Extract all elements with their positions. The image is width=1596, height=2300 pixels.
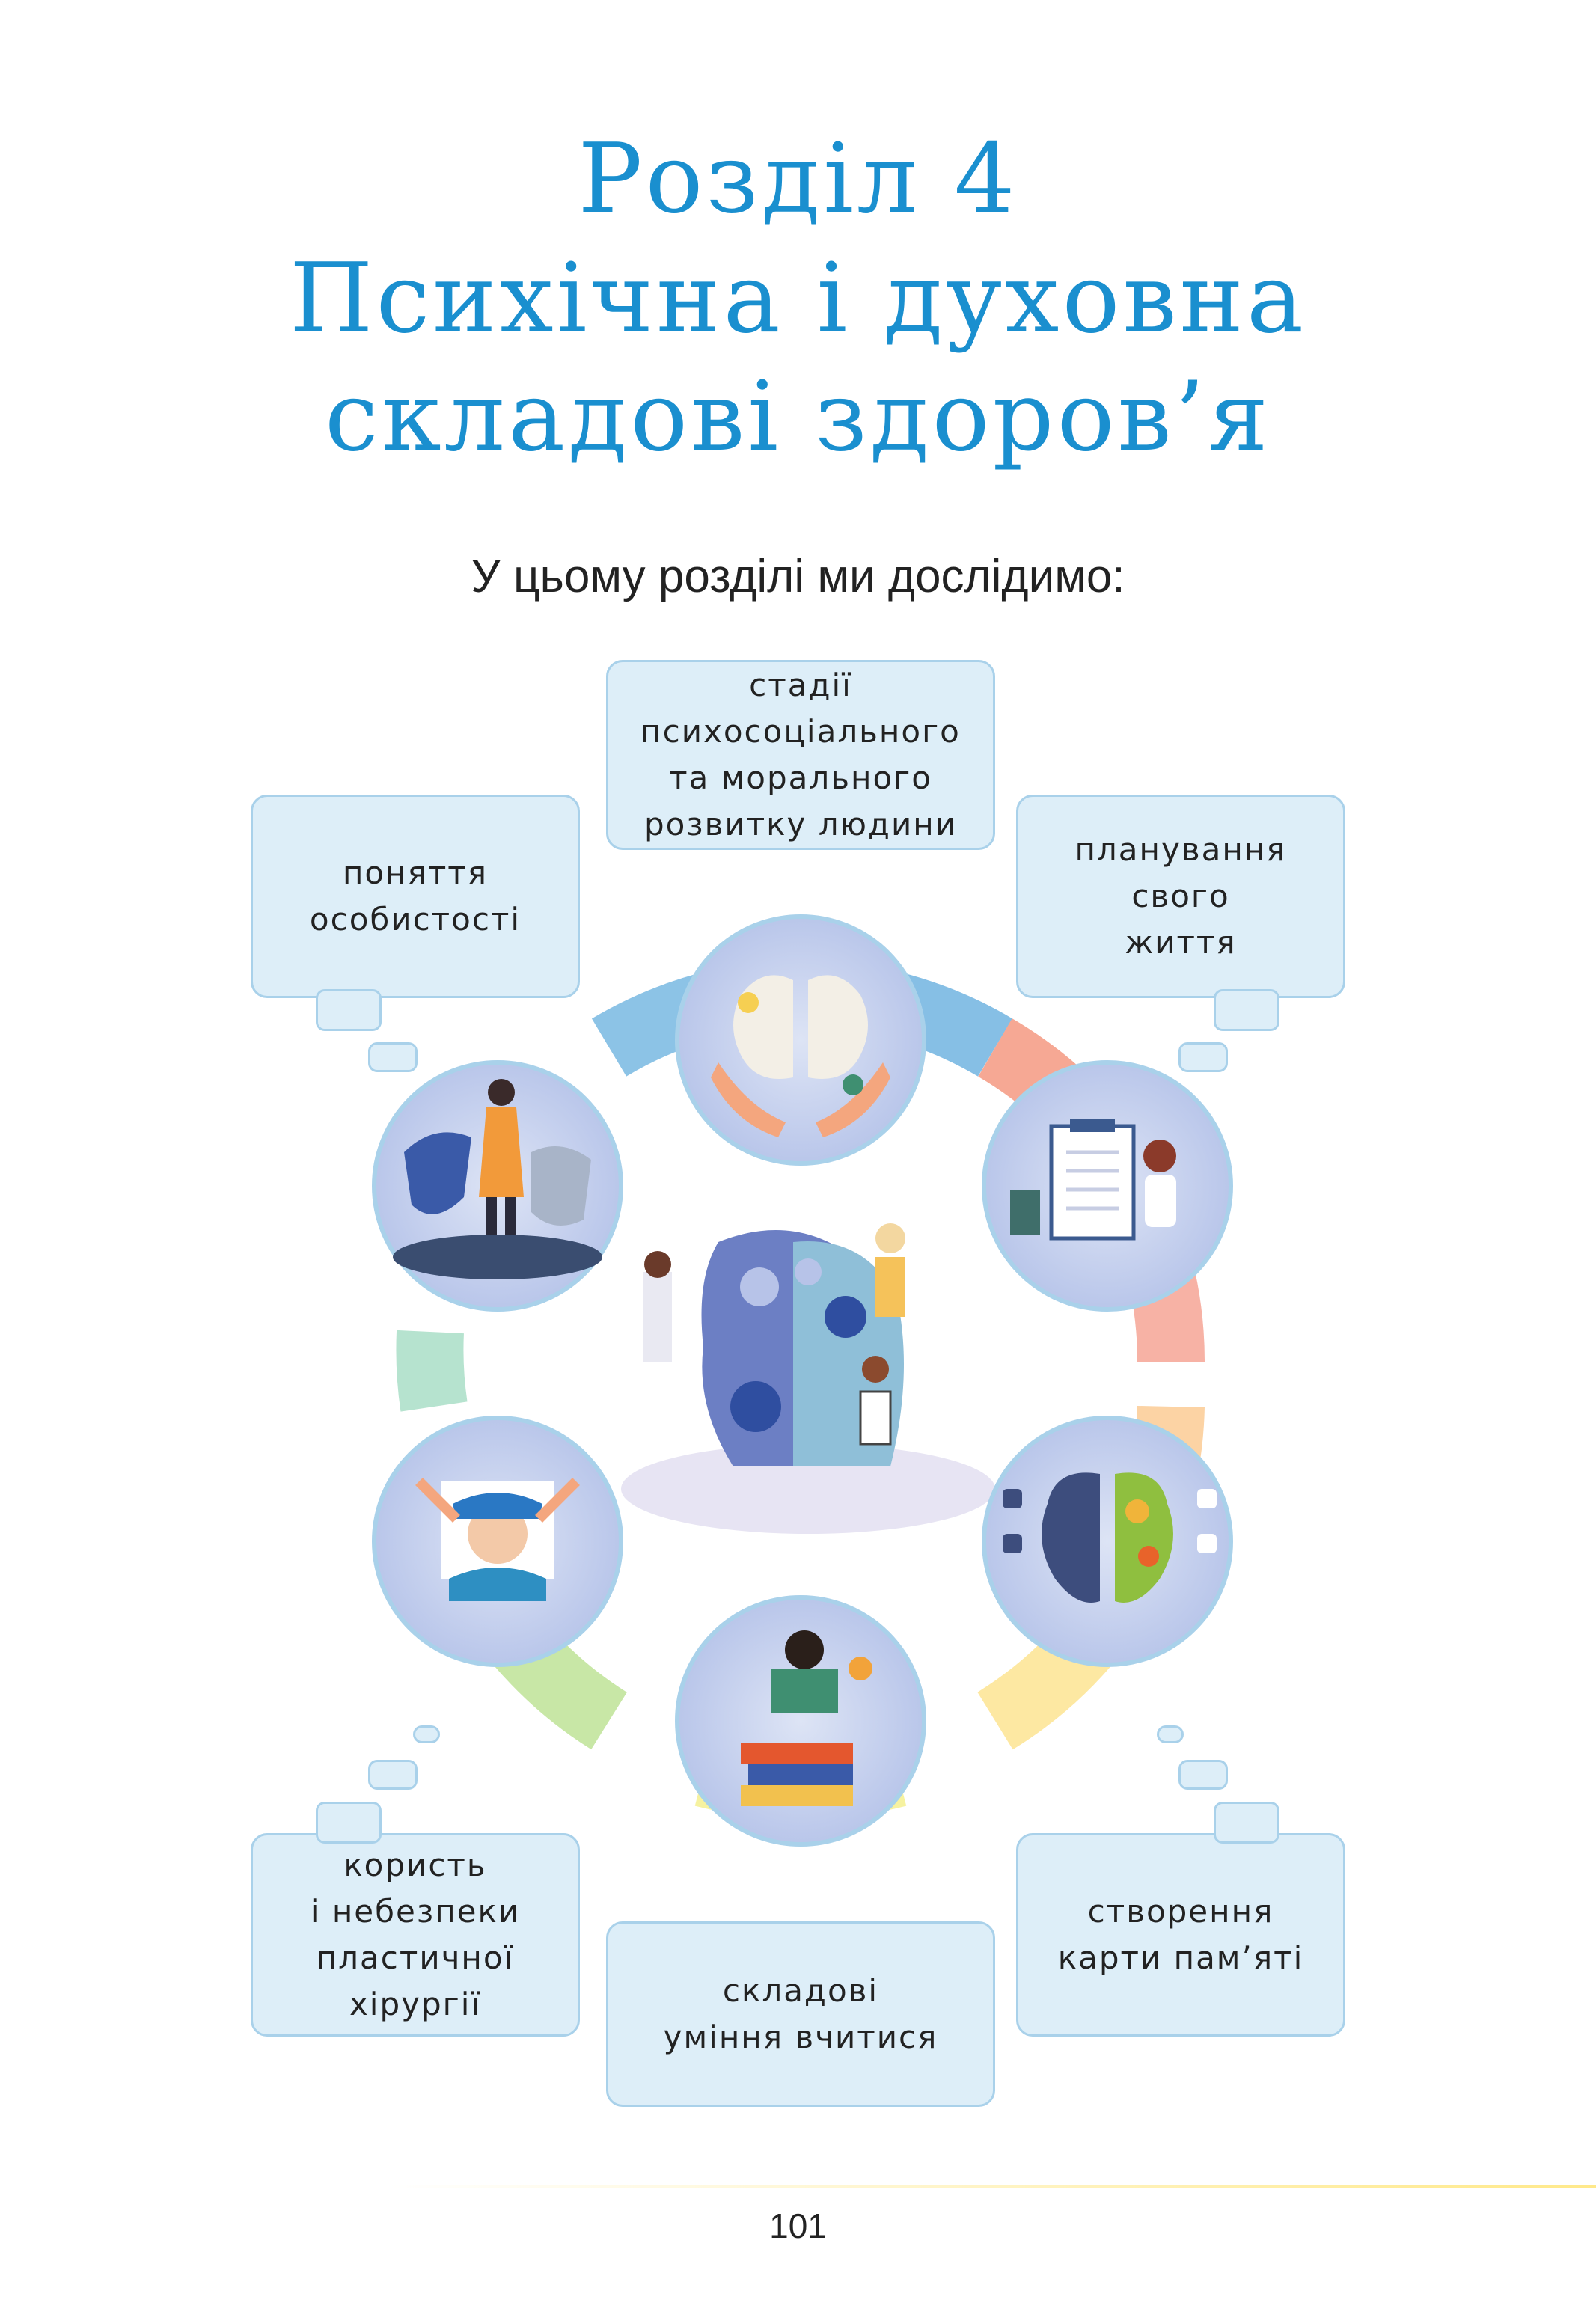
bubble-top-right-2: [1178, 1042, 1228, 1072]
footer-rule: [389, 2185, 1596, 2188]
topic-top-right-line1: планування свого: [1074, 831, 1287, 914]
topic-top-line2: психосоціального: [640, 713, 961, 750]
bubble-bottom-left-2: [368, 1760, 418, 1790]
intro-text: У цьому розділі ми дослідимо:: [471, 551, 1125, 602]
page-number: 101: [769, 2206, 827, 2245]
chapter-number: Розділ 4: [578, 123, 1018, 235]
topic-bottom-right-line2: карти пам’яті: [1057, 1939, 1304, 1976]
bubble-bottom-right-2: [1178, 1760, 1228, 1790]
topic-box-top-right: [1016, 795, 1345, 998]
memory-map-brain-icon: [984, 1418, 1231, 1665]
topic-box-bottom-left: [251, 1833, 580, 2037]
topic-top-line1: стадії: [749, 667, 852, 703]
bubble-bottom-right-3: [1157, 1725, 1184, 1743]
topic-box-top: [606, 660, 995, 850]
topic-top-left-line2: особистості: [309, 901, 522, 938]
plastic-surgery-icon: [374, 1418, 621, 1665]
brain-hands-icon: [677, 917, 924, 1163]
theatre-masks-icon: [374, 1062, 621, 1309]
topic-bottom-line2: уміння вчитися: [663, 2019, 938, 2055]
topic-top-right-line2: життя: [1125, 924, 1237, 961]
chapter-title-line2: складові здоров’я: [324, 361, 1272, 473]
ring-segment-mint: [429, 1332, 434, 1407]
chapter-title-line1: Психічна і духовна: [289, 243, 1307, 355]
topic-bottom-line1: складові: [722, 1972, 879, 2009]
topic-box-top-left: [251, 795, 580, 998]
reading-books-icon: [677, 1597, 924, 1844]
topic-box-bottom-right: [1016, 1833, 1345, 2037]
topic-bottom-right-line1: створення: [1087, 1893, 1274, 1930]
topic-top-line3: та морального: [669, 759, 932, 796]
topic-bottom-left-line3: пластичної: [316, 1939, 515, 1976]
topic-bottom-left-line4: хірургії: [349, 1986, 482, 2022]
planner-clipboard-icon: [984, 1062, 1231, 1309]
topic-bottom-left-line2: і небезпеки: [310, 1893, 521, 1930]
bubble-top-right-1: [1214, 989, 1279, 1031]
topic-bottom-left-line1: користь: [343, 1847, 487, 1883]
bubble-bottom-right-1: [1214, 1802, 1279, 1844]
bubble-top-left-2: [368, 1042, 418, 1072]
topic-box-bottom: [606, 1921, 995, 2107]
topic-top-line4: розвитку людини: [643, 806, 958, 842]
bubble-bottom-left-3: [413, 1725, 440, 1743]
bubble-top-left-1: [316, 989, 382, 1031]
topic-top-left-line1: поняття: [342, 854, 489, 891]
bubble-bottom-left-1: [316, 1802, 382, 1844]
